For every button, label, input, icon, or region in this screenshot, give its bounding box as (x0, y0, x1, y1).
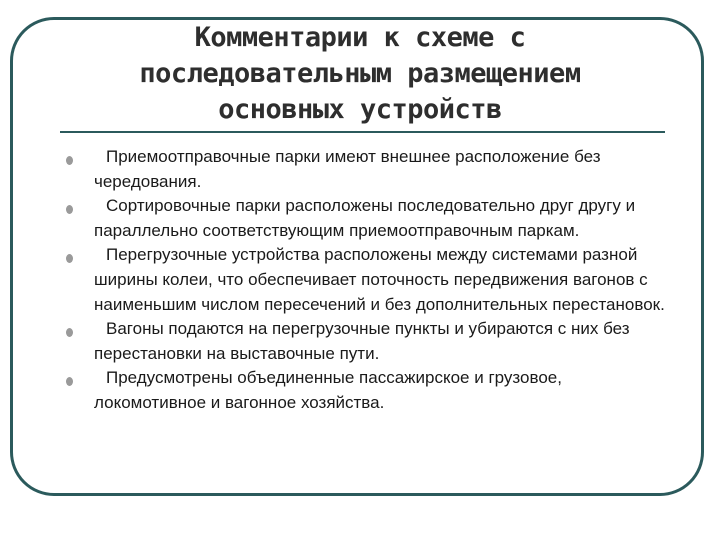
bullet-icon (66, 377, 73, 386)
bullet-icon (66, 205, 73, 214)
bullet-icon (66, 156, 73, 165)
list-item (60, 145, 665, 194)
title-line-3: основных устройств (218, 94, 502, 125)
bullet-icon (66, 254, 73, 263)
bullet-text: Перегрузочные устройства расположены между системами разной ширины колеи, что обеспечивает поточность передвижения вагонов с наименьшим числом пересечений и без дополнительных перестановок. (94, 245, 665, 314)
title-line-2: последовательным размещением (139, 58, 581, 89)
list-item (60, 317, 665, 366)
bullet-text: Вагоны подаются на перегрузочные пункты и убираются с них без перестановки на выставочные пути. (94, 319, 630, 363)
list-item (60, 243, 665, 317)
bullet-text: Предусмотрены объединенные пассажирское и грузовое, локомотивное и вагонное хозяйства. (94, 368, 562, 412)
bullet-list (60, 145, 665, 416)
title-divider (60, 131, 665, 133)
bullet-icon (66, 328, 73, 337)
bullet-text: Сортировочные парки расположены последовательно друг другу и параллельно соответствующим приемоотправочным паркам. (94, 196, 636, 240)
list-item (60, 194, 665, 243)
slide-title (60, 20, 660, 128)
bullet-text: Приемоотправочные парки имеют внешнее расположение без чередования. (94, 147, 601, 191)
title-line-1: Комментарии к схеме с (194, 22, 526, 53)
list-item (60, 366, 665, 415)
